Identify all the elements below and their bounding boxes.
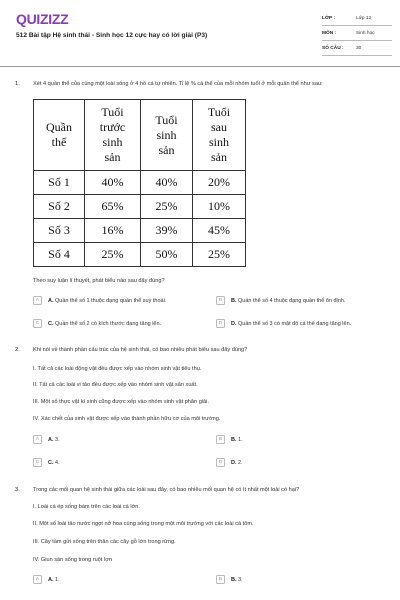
answer-option[interactable] — [231, 321, 351, 327]
statement: IV. Giun sán sống trong ruột lợn — [33, 557, 113, 563]
option-letter-box[interactable]: B — [216, 575, 225, 584]
question-prompt: Theo suy luận lí thuyết, phát biểu nào sau đây đúng? — [33, 278, 165, 284]
header-word: Tuổi — [207, 105, 231, 119]
table-cell: 10% — [193, 195, 246, 219]
header-word: sinh — [208, 135, 229, 149]
table-cell: Số 4 — [34, 243, 85, 267]
option-letter-box[interactable]: A — [33, 296, 42, 305]
header-word: Tuổi — [155, 112, 178, 127]
header-word: sinh — [156, 127, 177, 142]
table-header-cell — [34, 100, 85, 171]
option-key: B. — [231, 298, 237, 304]
table-cell: 20% — [193, 171, 246, 195]
option-key: A. — [48, 437, 54, 443]
meta-subject-label: MÔN : — [322, 31, 337, 36]
header-word: sản — [211, 150, 227, 164]
statement: III. Một số thực vật kí sinh cũng được xếp vào nhóm sinh vật phân giải. — [33, 399, 209, 405]
worksheet-header — [0, 0, 400, 68]
meta-subject-value: Sinh học — [356, 31, 375, 36]
table-header-cell — [193, 100, 246, 171]
answer-option[interactable] — [48, 298, 166, 304]
answer-option[interactable] — [231, 577, 243, 583]
statement: I. Tất cả các loài động vật đều được xếp vào nhóm sinh vật tiêu thụ. — [33, 366, 202, 372]
option-key: A. — [48, 577, 54, 583]
table-cell: Số 1 — [34, 171, 85, 195]
option-text: 3. — [55, 437, 60, 443]
meta-divider — [322, 55, 392, 56]
option-key: B. — [231, 577, 237, 583]
answer-option[interactable] — [48, 460, 60, 466]
option-text: Quần thể số 4 thuộc dạng quần thể ổn định. — [238, 298, 346, 304]
header-word: sinh — [102, 135, 123, 149]
header-word: sản — [158, 142, 175, 157]
option-letter-box[interactable]: C — [33, 319, 42, 328]
table-header-row — [34, 100, 246, 171]
table-cell: 40% — [141, 171, 193, 195]
meta-count-label: SỐ CÂU : — [322, 46, 344, 51]
answer-option[interactable] — [231, 437, 243, 443]
age-structure-table — [33, 99, 246, 267]
option-letter-box[interactable]: A — [33, 435, 42, 444]
table-row — [34, 243, 246, 267]
option-text: Quần thể số 3 có mật độ cá thể đang tăng lên. — [238, 321, 352, 327]
table-row — [34, 219, 246, 243]
question-text: Khi nói về thành phần cấu trúc của hệ sinh thái, có bao nhiêu phát biểu sau đây đúng? — [33, 347, 248, 353]
meta-count — [322, 46, 392, 51]
meta-subject — [322, 31, 392, 36]
meta-class-label: LỚP : — [322, 16, 336, 21]
table-cell: 50% — [141, 243, 193, 267]
table-row — [34, 171, 246, 195]
answer-option[interactable] — [48, 577, 60, 583]
table-cell: Số 3 — [34, 219, 85, 243]
option-letter-box[interactable]: D — [216, 319, 225, 328]
question-number: 1. — [15, 81, 20, 87]
option-key: C. — [48, 460, 54, 466]
option-letter-box[interactable]: A — [33, 575, 42, 584]
meta-divider — [322, 40, 392, 41]
table-cell: 65% — [85, 195, 141, 219]
table-cell: Số 2 — [34, 195, 85, 219]
statement: I. Loài cá ép sống bám trên các loài cá lớn. — [33, 504, 140, 510]
option-text: 3. — [238, 577, 243, 583]
meta-class-value: Lớp 12 — [356, 16, 372, 21]
question-text: Trong các mối quan hệ sinh thái giữa các loài sau đây, có bao nhiêu mối quan hệ có ít nhất một loài có hại? — [33, 487, 300, 493]
answer-option[interactable] — [231, 460, 243, 466]
option-text: 1. — [238, 437, 243, 443]
statement: II. Tất cả các loài vi tảo đều được xếp vào nhóm sinh vật sản xuất. — [33, 382, 198, 388]
option-letter-box[interactable]: B — [216, 435, 225, 444]
answer-option[interactable] — [231, 298, 345, 304]
header-word: Quần — [46, 120, 72, 134]
question-number: 2. — [15, 347, 20, 353]
table-cell: 25% — [193, 243, 246, 267]
table-header-cell — [85, 100, 141, 171]
option-key: A. — [48, 298, 54, 304]
worksheet-title: 512 Bài tập Hệ sinh thái - Sinh học 12 cực hay có lời giải (P3) — [16, 32, 208, 39]
header-word: Tuổi — [101, 105, 124, 119]
header-word: trước — [99, 120, 126, 134]
quizizz-logo: QUIZIZZ — [16, 11, 69, 27]
header-word: sau — [211, 120, 227, 134]
table-cell: 45% — [193, 219, 246, 243]
option-key: D. — [231, 321, 237, 327]
option-text: 2. — [238, 460, 243, 466]
option-text: 1. — [55, 577, 60, 583]
table-cell: 25% — [141, 195, 193, 219]
table-cell: 39% — [141, 219, 193, 243]
option-key: D. — [231, 460, 237, 466]
question-text: Xét 4 quần thể của cùng một loài sống ở 4 hồ cá tự nhiên. Tỉ lệ % cá thể của mỗi nhóm tuổi ở mỗi quần thể như sau: — [33, 81, 323, 87]
option-text: 4. — [55, 460, 60, 466]
table-cell: 16% — [85, 219, 141, 243]
table-row — [34, 195, 246, 219]
header-divider — [0, 66, 400, 67]
option-letter-box[interactable]: D — [216, 458, 225, 467]
question-number: 3. — [15, 487, 20, 493]
option-text: Quần thể số 2 có kích thước đang tăng lên. — [55, 321, 162, 327]
statement: III. Cây tầm gửi sống trên thân các cây gỗ lớn trong rừng. — [33, 539, 176, 545]
meta-class — [322, 16, 392, 21]
option-letter-box[interactable]: C — [33, 458, 42, 467]
header-word: sản — [104, 150, 121, 164]
option-text: Quần thể số 1 thuộc dạng quần thể suy thoái. — [55, 298, 167, 304]
statement: IV. Xác chết của sinh vật được xếp vào thành phần hữu cơ của môi trường. — [33, 416, 221, 422]
header-word: thể — [51, 135, 67, 149]
option-key: C. — [48, 321, 54, 327]
table-cell: 40% — [85, 171, 141, 195]
statement: II. Một số loài tảo nước ngọt nở hoa cùng sống trong một môi trường với các loài cá tôm. — [33, 521, 254, 527]
answer-option[interactable] — [48, 437, 60, 443]
table-cell: 25% — [85, 243, 141, 267]
meta-count-value: 30 — [356, 46, 362, 51]
table-header-cell — [141, 100, 193, 171]
option-key: B. — [231, 437, 237, 443]
meta-divider — [322, 25, 392, 26]
answer-option[interactable] — [48, 321, 161, 327]
option-letter-box[interactable]: B — [216, 296, 225, 305]
